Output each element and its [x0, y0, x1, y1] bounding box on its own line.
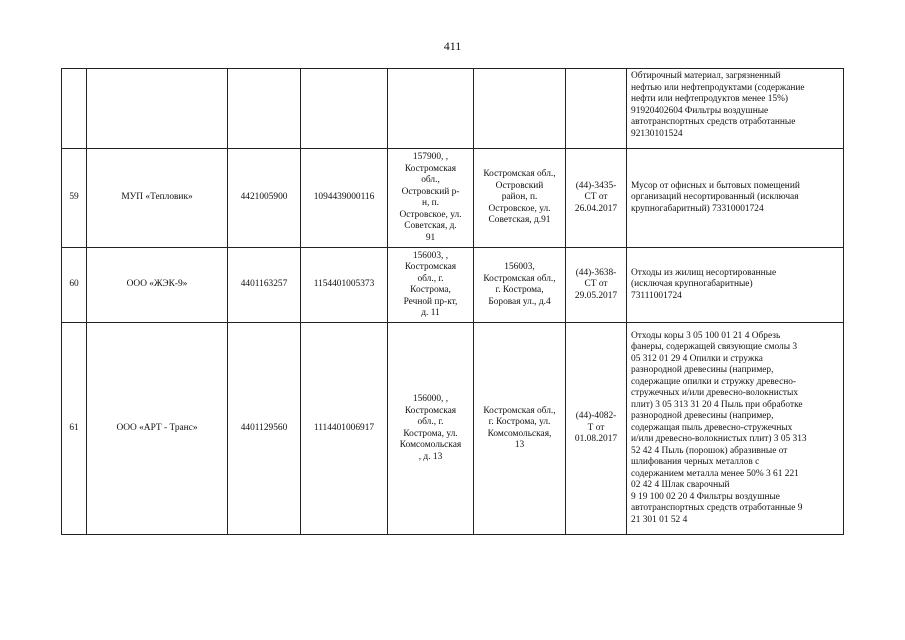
site-address-cell	[474, 69, 566, 149]
ogrn-cell: 1094439000116	[301, 149, 388, 248]
table-row	[62, 248, 844, 323]
inn-cell	[228, 69, 301, 149]
waste-types-cell: Мусор от офисных и бытовых помещений организаций несортированный (исключая крупногабаритный) 73310001724	[627, 149, 844, 248]
legal-address-cell: 157900, , Костромская обл., Островский р- н, п. Островское, ул. Советская, д. 91	[388, 149, 474, 248]
row-number-cell: 61	[62, 323, 87, 535]
row-number-cell	[62, 69, 87, 149]
inn-cell: 4401129560	[228, 323, 301, 535]
table-row	[62, 69, 844, 149]
row-number-cell: 59	[62, 149, 87, 248]
ogrn-cell	[301, 69, 388, 149]
inn-cell: 4401163257	[228, 248, 301, 323]
organization-cell: МУП «Тепловик»	[87, 149, 228, 248]
inn-cell: 4421005900	[228, 149, 301, 248]
legal-address-cell: 156000, , Костромская обл., г. Кострома, ул. Комсомольская , д. 13	[388, 323, 474, 535]
license-cell	[566, 69, 627, 149]
ogrn-cell: 1114401006917	[301, 323, 388, 535]
site-address-cell: 156003, Костромская обл., г. Кострома, Боровая ул., д.4	[474, 248, 566, 323]
waste-types-cell: Обтирочный материал, загрязненный нефтью или нефтепродуктами (содержание нефти или нефтепродуктов менее 15%) 91920402604 Фильтры воздушные автотранспортных средств отработанные 92130101524	[627, 69, 844, 149]
license-cell: (44)-3638- СТ от 29.05.2017	[566, 248, 627, 323]
waste-types-cell: Отходы из жилищ несортированные (исключая крупногабаритные) 73111001724	[627, 248, 844, 323]
waste-license-table	[61, 68, 844, 535]
legal-address-cell	[388, 69, 474, 149]
table-row	[62, 149, 844, 248]
legal-address-cell: 156003, , Костромская обл., г. Кострома, Речной пр-кт, д. 11	[388, 248, 474, 323]
organization-cell	[87, 69, 228, 149]
waste-types-cell: Отходы коры 3 05 100 01 21 4 Обрезь фанеры, содержащей связующие смолы 3 05 312 01 29 4 Опилки и стружка разнородной древесины (например, содержащие опилки и стружку древесно- стружечных и/или древесно-волокнистых плит) 3 05 313 31 20 4 Пыль при обработке разнородной древесины (например, содержащая пыль древесно-стружечных и/или древесно-волокнистых плит) 3 05 313 52 42 4 Пыль (порошок) абразивные от шлифования черных металлов с содержанием металла менее 50% 3 61 221 02 42 4 Шлак сварочный 9 19 100 02 20 4 Фильтры воздушные автотранспортных средств отработанные 9 21 301 01 52 4	[627, 323, 844, 535]
organization-cell: ООО «АРТ - Транс»	[87, 323, 228, 535]
page-number: 411	[443, 39, 462, 53]
table-row	[62, 323, 844, 535]
license-cell: (44)-4082- Т от 01.08.2017	[566, 323, 627, 535]
license-cell: (44)-3435- СТ от 26.04.2017	[566, 149, 627, 248]
ogrn-cell: 1154401005373	[301, 248, 388, 323]
organization-cell: ООО «ЖЭК-9»	[87, 248, 228, 323]
site-address-cell: Костромская обл., Островский район, п. Островское, ул. Советская, д.91	[474, 149, 566, 248]
row-number-cell: 60	[62, 248, 87, 323]
site-address-cell: Костромская обл., г. Кострома, ул. Комсомольская, 13	[474, 323, 566, 535]
